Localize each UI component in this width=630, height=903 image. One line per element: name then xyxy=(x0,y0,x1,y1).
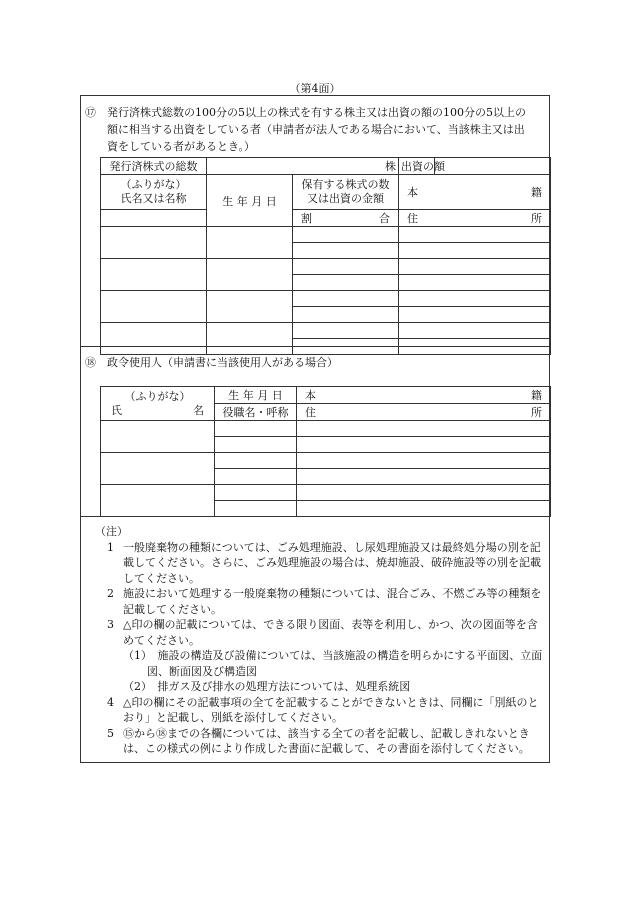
officer-address-cell[interactable] xyxy=(297,501,551,517)
notes-section xyxy=(81,516,549,762)
total-shares-field[interactable] xyxy=(207,158,399,175)
entry-ratio-cell[interactable] xyxy=(293,243,399,259)
officer-name-header xyxy=(101,387,215,421)
officers-table xyxy=(100,386,551,517)
note-4-number: 4 xyxy=(107,695,114,709)
officer-position-cell[interactable] xyxy=(215,437,297,453)
total-shares-label: 発行済株式の総数 xyxy=(101,158,207,175)
entry-domicile-cell[interactable] xyxy=(399,259,551,275)
entry-address-cell[interactable] xyxy=(399,243,551,259)
entry-ratio-cell[interactable] xyxy=(293,275,399,291)
entry-name-cell[interactable] xyxy=(101,259,207,291)
capital-label: 出資の額 xyxy=(399,158,435,175)
officer-name-cell[interactable] xyxy=(101,453,215,485)
officer-address-cell[interactable] xyxy=(297,469,551,485)
officer-dob-cell[interactable] xyxy=(215,453,297,469)
entry-held-cell[interactable] xyxy=(293,259,399,275)
capital-amount-field[interactable] xyxy=(435,158,551,175)
officer-domicile-cell[interactable] xyxy=(297,421,551,437)
entry-dob-cell[interactable] xyxy=(207,291,293,323)
shareholders-table xyxy=(100,157,551,355)
section-18-text: 政令使用人（申請書に当該使用人がある場合） xyxy=(107,356,338,369)
officer-name-cell[interactable] xyxy=(101,485,215,517)
held-shares-header xyxy=(293,175,399,210)
name-label: 氏名又は名称 xyxy=(120,192,187,205)
note-4-text: △印の欄にその記載事項の全てを記載することができないときは、同欄に「別紙のとおり」と記載し、別紙を添付してください。 xyxy=(123,695,539,724)
domicile-header: 本 籍 xyxy=(399,175,551,210)
officer-dob-header: 生 年 月 日 xyxy=(215,387,297,404)
note-3-text: △印の欄の記載については、できる限り図面、表等を利用し、かつ、次の図面等を含めてください。 xyxy=(123,618,538,647)
name-header-spacer xyxy=(101,210,207,227)
officer-domicile-header: 本 籍 xyxy=(297,387,551,404)
form-frame xyxy=(80,95,550,763)
shares-unit: 株 xyxy=(385,160,396,173)
entry-held-cell[interactable] xyxy=(293,227,399,243)
notes-heading: （注） xyxy=(95,525,128,538)
entry-domicile-cell[interactable] xyxy=(399,323,551,339)
page-number-label: （第4面） xyxy=(289,82,341,95)
officer-position-cell[interactable] xyxy=(215,469,297,485)
officer-position-cell[interactable] xyxy=(215,501,297,517)
note-5-number: 5 xyxy=(107,726,114,740)
officer-domicile-cell[interactable] xyxy=(297,485,551,501)
entry-name-cell[interactable] xyxy=(101,227,207,259)
section-18-officers xyxy=(81,346,549,517)
entry-held-cell[interactable] xyxy=(293,291,399,307)
section-17-text-line1: 発行済株式総数の100分の5以上の株式を有する株主又は出資の額の100分の5以上の xyxy=(107,106,526,119)
entry-address-cell[interactable] xyxy=(399,275,551,291)
section-17-number: ⑰ xyxy=(85,106,96,119)
ratio-header: 割 合 xyxy=(293,210,399,227)
section-18-number: ⑱ xyxy=(85,356,96,369)
entry-name-cell[interactable] xyxy=(101,291,207,323)
note-2-number: 2 xyxy=(107,587,114,600)
note-4 xyxy=(95,695,543,726)
entry-dob-cell[interactable] xyxy=(207,227,293,259)
entry-ratio-cell[interactable] xyxy=(293,307,399,323)
held-label-2: 又は出資の金額 xyxy=(307,192,384,205)
officer-address-cell[interactable] xyxy=(297,437,551,453)
note-5-text: ⑮から⑱までの各欄については、該当する全ての者を記載し、記載しきれないときは、この様式の例により作成した書面に記載して、その書面を添付してください。 xyxy=(123,726,530,755)
notes-block xyxy=(95,524,543,757)
note-1 xyxy=(95,540,543,587)
note-2-text: 施設において処理する一般廃棄物の種類については、混合ごみ、不燃ごみ等の種類を記載してください。 xyxy=(123,587,542,616)
entry-held-cell[interactable] xyxy=(293,323,399,339)
officer-name-cell[interactable] xyxy=(101,421,215,453)
officer-dob-cell[interactable] xyxy=(215,485,297,501)
note-1-text: 一般廃棄物の種類については、ごみ処理施設、し尿処理施設又は最終処分場の別を記載してください。さらに、ごみ処理施設の場合は、焼却施設、破砕施設等の別を記載してください。 xyxy=(123,540,541,585)
entry-domicile-cell[interactable] xyxy=(399,291,551,307)
officer-address-header: 住 所 xyxy=(297,404,551,421)
note-1-number: 1 xyxy=(107,540,114,554)
officer-dob-cell[interactable] xyxy=(215,421,297,437)
officer-domicile-cell[interactable] xyxy=(297,453,551,469)
note-3-1: （1） 施設の構造及び設備については、当該施設の構造を明らかにする平面図、立面図、断面図及び構造図 xyxy=(123,649,543,678)
held-label-1: 保有する株式の数 xyxy=(301,178,390,191)
officer-name-kana-label: （ふりがな） xyxy=(124,389,191,403)
officer-position-header: 役職名・呼称 xyxy=(215,404,297,421)
entry-domicile-cell[interactable] xyxy=(399,227,551,243)
section-17-description xyxy=(85,104,545,155)
note-3-2: （2） 排ガス及び排水の処理方法については、処理系統図 xyxy=(123,680,411,693)
entry-dob-cell[interactable] xyxy=(207,259,293,291)
section-18-description xyxy=(85,354,545,371)
dob-header: 生 年 月 日 xyxy=(207,175,293,227)
note-3 xyxy=(95,617,543,648)
note-5 xyxy=(95,726,543,757)
name-kana-label: （ふりがな） xyxy=(120,178,187,191)
name-header xyxy=(101,175,207,210)
note-2 xyxy=(95,586,543,617)
address-header: 住 所 xyxy=(399,210,551,227)
entry-address-cell[interactable] xyxy=(399,307,551,323)
note-3-number: 3 xyxy=(107,618,114,631)
section-17-text-line3: 資をしている者があるとき。） xyxy=(107,140,256,153)
section-17-text-line2: 額に相当する出資をしている者（申請者が法人である場合において、当該株主又は出 xyxy=(107,123,525,136)
officer-name-label: 氏 名 xyxy=(111,403,204,417)
section-17-shareholders xyxy=(81,96,549,347)
